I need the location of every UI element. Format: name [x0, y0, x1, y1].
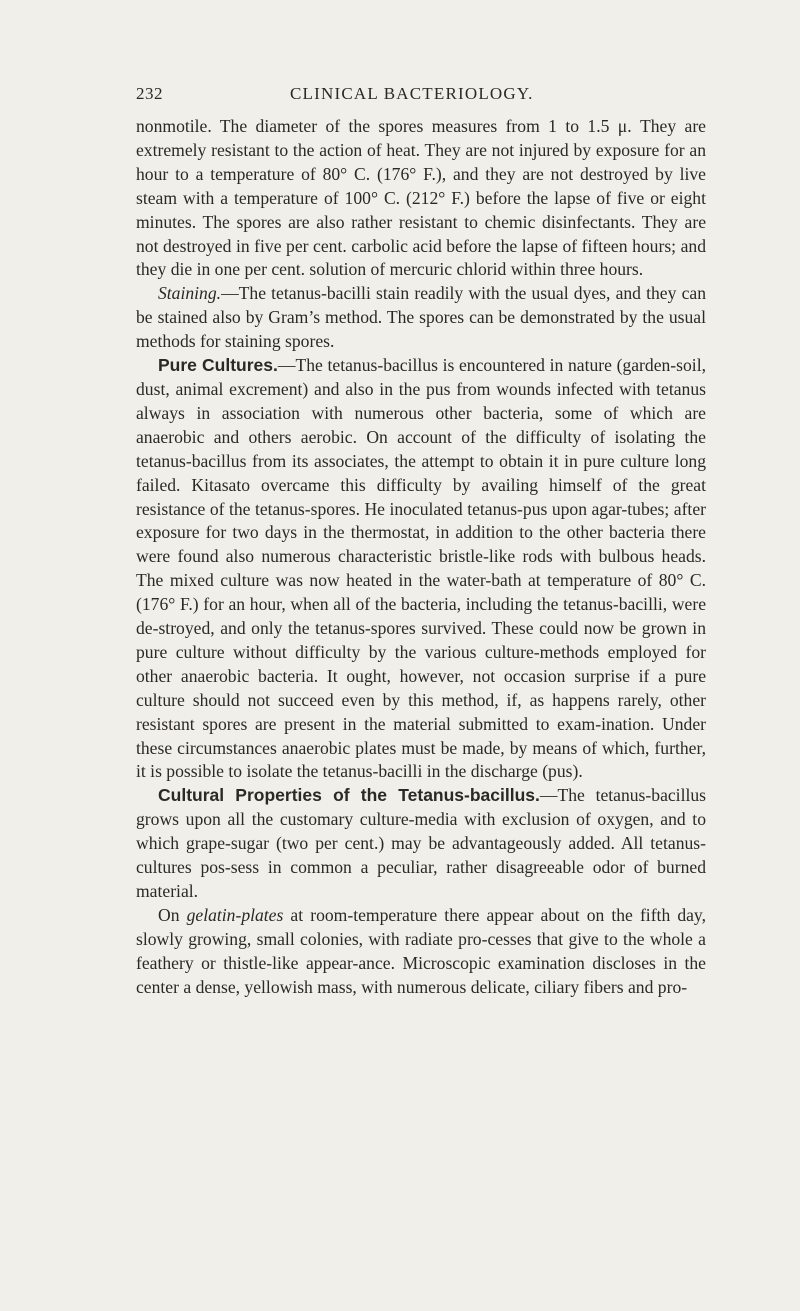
- paragraph-text: at room-temperature there appear about on the fifth day, slowly growing, small colonies, with radiate pro-cesses that give to the whole a feathery or thistle-like appear-ance. Microscopic examination discloses in the center a dense, yellowish mass, with numerous delicate, ciliary fibers and pro-: [136, 904, 706, 997]
- paragraph-text: On: [158, 904, 187, 925]
- body-text: [136, 115, 706, 1000]
- paragraph-text: —The tetanus-bacilli stain readily with the usual dyes, and they can be stained also by Gram’s method. The spores can be demonstrated by the usual methods for staining spores.: [136, 283, 706, 352]
- running-title: CLINICAL BACTERIOLOGY.: [290, 84, 534, 103]
- term-gelatin-plates: gelatin-plates: [186, 904, 284, 925]
- paragraph-text: —The tetanus-bacillus is encountered in nature (garden-soil, dust, animal excrement) and also in the pus from wounds infected with tetanus always in association with numerous other bacteria, some of which are anaerobic and others aerobic. On account of the difficulty of isolating the tetanus-bacillus from its associates, the attempt to obtain it in pure culture long failed. Kitasato overcame this difficulty by availing himself of the great resistance of the tetanus-spores. He inoculated tetanus-pus upon agar-tubes; after exposure for two days in the thermostat, in addition to the other bacteria there were found also numerous characteristic bristle-like rods with bulbous heads. The mixed culture was now heated in the water-bath at temperature of 80° C. (176° F.) for an hour, when all of the bacteria, including the tetanus-bacilli, were de-stroyed, and only the tetanus-spores survived. These could now be grown in pure culture without difficulty by the various culture-methods employed for other anaerobic bacteria. It ought, however, not occasion surprise if a pure culture should not succeed even by this method, if, as happens rarely, other resistant spores are present in the material submitted to exam-ination. Under these circumstances anaerobic plates must be made, by means of which, further, it is possible to isolate the tetanus-bacilli in the discharge (pus).: [136, 355, 706, 782]
- paragraph-text: —The tetanus-bacillus grows upon all the customary culture-media with exclusion of oxygen, and to which grape-sugar (two per cent.) may be advantageously added. All tetanus-cultures pos-sess in common a peculiar, rather disagreeable odor of burned material.: [136, 785, 706, 901]
- section-heading-staining: Staining.: [158, 283, 222, 304]
- page-header: [136, 84, 696, 110]
- section-heading-pure-cultures: Pure Cultures.: [158, 355, 278, 376]
- paragraph-pure-cultures: [136, 354, 706, 784]
- paragraph-spores-resistance: [136, 115, 706, 282]
- paragraph-staining: [136, 282, 706, 354]
- page-number: 232: [136, 84, 163, 103]
- paragraph-text: nonmotile. The diameter of the spores measures from 1 to 1.5 μ. They are extremely resistant to the action of heat. They are not injured by exposure for an hour to a temperature of 80° C. (176° F.), and they are not destroyed by live steam with a temperature of 100° C. (212° F.) before the lapse of five or eight minutes. The spores are also rather resistant to chemic disinfectants. They are not destroyed in five per cent. carbolic acid before the lapse of fifteen hours; and they die in one per cent. solution of mercuric chlorid within three hours.: [136, 116, 706, 280]
- paragraph-cultural-properties: [136, 784, 706, 904]
- paragraph-gelatin-plates: [136, 904, 706, 1000]
- section-heading-cultural-properties: Cultural Properties of the Tetanus-bacillus.: [158, 785, 540, 806]
